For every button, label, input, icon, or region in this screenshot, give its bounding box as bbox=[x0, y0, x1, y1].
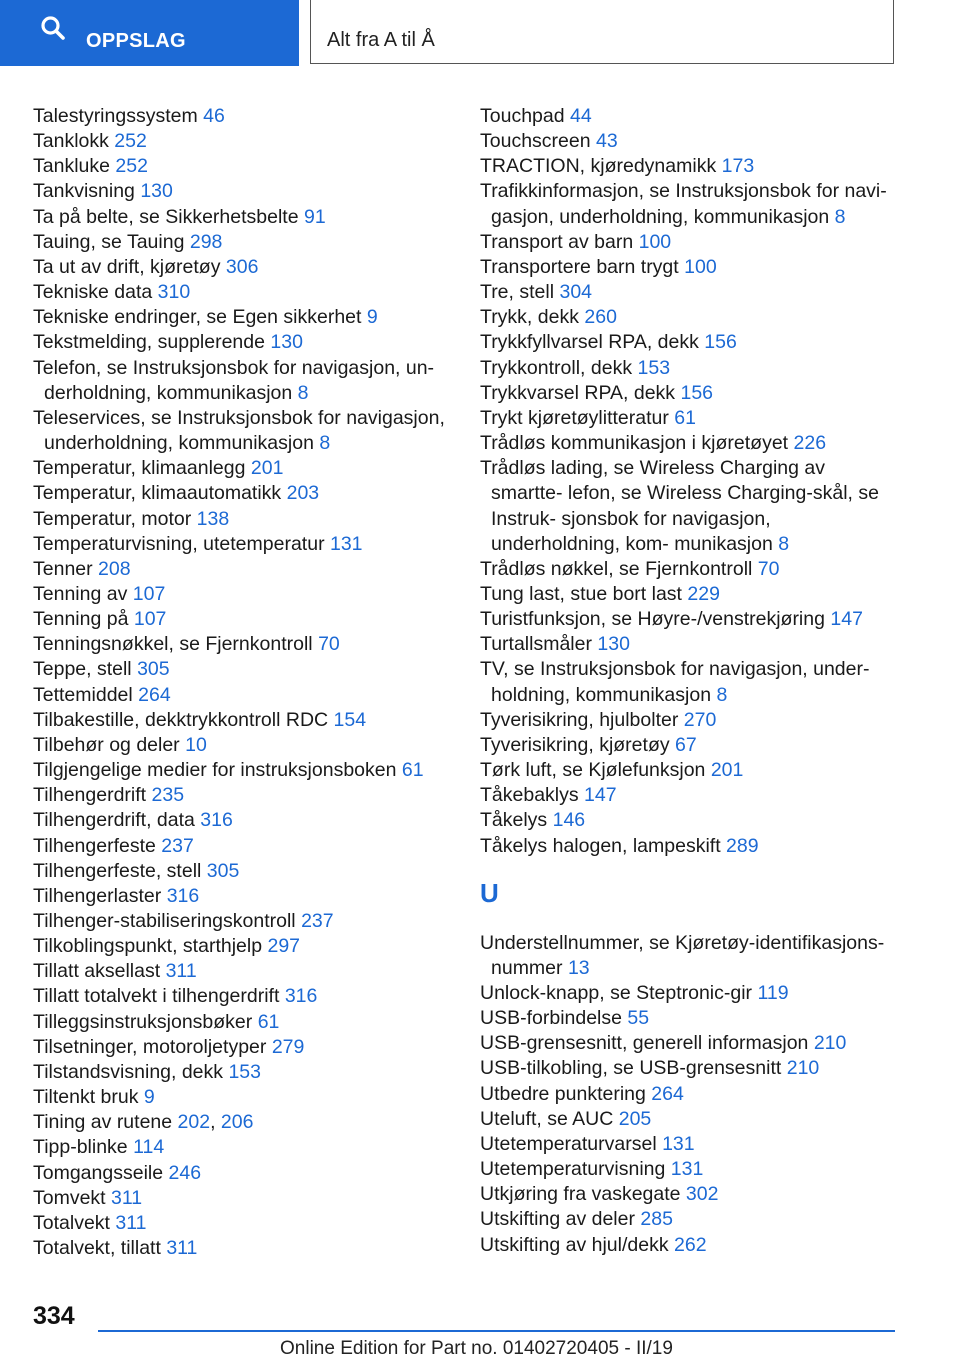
page-reference-link[interactable]: 70 bbox=[318, 633, 340, 656]
index-entry-text: Transportere barn trygt bbox=[480, 255, 679, 278]
index-entry: Tining av rutene 202, 206 bbox=[33, 1111, 254, 1134]
page-reference-link[interactable]: 8 bbox=[716, 683, 728, 706]
index-entry bbox=[33, 456, 453, 481]
page-reference-link[interactable]: 156 bbox=[680, 381, 714, 404]
page-reference-link[interactable]: 270 bbox=[683, 708, 717, 731]
page-reference-link[interactable]: 203 bbox=[286, 482, 320, 505]
index-entry bbox=[33, 205, 453, 230]
index-entry bbox=[480, 1031, 900, 1056]
page-reference-link[interactable]: 311 bbox=[165, 960, 197, 983]
index-entry bbox=[33, 657, 453, 682]
index-entry bbox=[33, 1060, 453, 1085]
index-entry bbox=[33, 683, 453, 708]
index-entry-text: Ta på belte, se Sikkerhetsbelte bbox=[33, 205, 299, 228]
index-entry-text: Tekniske endringer, se Egen sikkerhet bbox=[33, 306, 362, 329]
index-entry bbox=[33, 104, 453, 129]
index-entry bbox=[480, 1006, 900, 1031]
page-reference-link[interactable]: 13 bbox=[567, 956, 590, 979]
index-entry-text: Tilbakestille, dekktrykkontroll RDC bbox=[33, 708, 329, 731]
index-entry-text: Tilhengerlaster bbox=[33, 884, 162, 907]
index-entry-text: Understellnummer, se Kjøretøy-identifikasjons‐ nummer bbox=[480, 931, 885, 979]
index-entry-text: Trykt kjøretøylitteratur bbox=[480, 406, 669, 429]
index-entry bbox=[33, 1236, 453, 1261]
page-reference-link[interactable]: 237 bbox=[161, 834, 194, 857]
page-reference-link[interactable]: 70 bbox=[757, 557, 780, 580]
index-entry-text: Telefon, se Instruksjonsbok for navigasjon, un‐ derholdning, kommunikasjon bbox=[33, 356, 435, 404]
index-entry-text: Tiltenkt bruk bbox=[33, 1086, 139, 1109]
index-entry-text: Tilgjengelige medier for instruksjonsboken bbox=[33, 759, 397, 782]
index-entry-text: Tenning av bbox=[33, 582, 128, 605]
page-reference-link[interactable]: 107 bbox=[132, 582, 166, 605]
index-entry bbox=[480, 808, 900, 833]
index-entry-text: Trådløs kommunikasjon i kjøretøyet bbox=[480, 432, 789, 455]
index-entry bbox=[480, 330, 900, 355]
page-reference-link[interactable]: 91 bbox=[304, 205, 326, 228]
page-number: 334 bbox=[33, 1302, 75, 1330]
page-reference-link[interactable]: 153 bbox=[637, 356, 671, 379]
page-reference-link[interactable]: 208 bbox=[98, 557, 131, 580]
index-entry bbox=[480, 406, 900, 431]
page-reference-link[interactable]: 279 bbox=[271, 1035, 305, 1058]
index-entry-text: Ta ut av drift, kjøretøy bbox=[33, 255, 221, 278]
index-entry bbox=[33, 959, 453, 984]
index-section-letter: U bbox=[480, 877, 499, 908]
index-entry bbox=[33, 1211, 453, 1236]
page-reference-link[interactable]: 131 bbox=[670, 1158, 704, 1181]
index-entry-text: Tilkoblingspunkt, starthjelp bbox=[33, 935, 263, 958]
index-entry-text: Tilhengerdrift, data bbox=[33, 809, 195, 832]
index-entry bbox=[480, 129, 900, 154]
index-entry bbox=[33, 481, 453, 506]
index-entry bbox=[480, 154, 900, 179]
chapter-title-tab bbox=[310, 0, 894, 64]
index-entry-text: Utetemperaturvarsel bbox=[480, 1132, 657, 1155]
index-entry-text: Tomgangsseile bbox=[33, 1161, 164, 1184]
index-entry bbox=[33, 129, 453, 154]
index-entry bbox=[480, 632, 900, 657]
page-reference-link[interactable]: 311 bbox=[111, 1186, 143, 1209]
index-entry bbox=[33, 632, 453, 657]
index-entry-text: Turtallsmåler bbox=[480, 633, 592, 656]
index-entry-text: Utskifting av deler bbox=[480, 1208, 635, 1231]
page-reference-link[interactable]: 311 bbox=[115, 1211, 147, 1234]
index-entry-text: Totalvekt, tillatt bbox=[33, 1237, 161, 1260]
index-entry-text: Trådløs nøkkel, se Fjernkontroll bbox=[480, 557, 753, 580]
page-reference-link[interactable]: 302 bbox=[685, 1183, 719, 1206]
chapter-title: Alt fra A til Å bbox=[327, 29, 435, 51]
index-entry bbox=[480, 356, 900, 381]
index-entry-text: Tillatt totalvekt i tilhengerdrift bbox=[33, 985, 280, 1008]
page-reference-link[interactable]: 153 bbox=[228, 1060, 261, 1083]
index-entry-text: Uteluft, se AUC bbox=[480, 1107, 614, 1130]
index-entry-text: Tilbehør og deler bbox=[33, 733, 180, 756]
index-column-left bbox=[33, 104, 453, 1261]
page-reference-link[interactable]: 316 bbox=[166, 884, 200, 907]
index-entry-text: Tipp-blinke bbox=[33, 1136, 128, 1159]
header-bar bbox=[0, 0, 960, 66]
index-entry bbox=[33, 1186, 453, 1211]
page-reference-link[interactable]: 100 bbox=[638, 230, 672, 253]
index-entry-text: Temperaturvisning, utetemperatur bbox=[33, 532, 325, 555]
page-reference-link[interactable]: 310 bbox=[157, 281, 191, 304]
index-entry bbox=[480, 1107, 900, 1132]
index-entry bbox=[480, 1182, 900, 1207]
index-entry-text: Tørk luft, se Kjølefunksjon bbox=[480, 759, 706, 782]
index-entry bbox=[480, 582, 900, 607]
oppslag-tab[interactable] bbox=[0, 0, 299, 66]
page-reference-link[interactable]: 44 bbox=[570, 105, 592, 127]
page-reference-link[interactable]: 202 bbox=[177, 1111, 211, 1134]
page-reference-link[interactable]: 146 bbox=[552, 809, 586, 832]
page-reference-link[interactable]: 8 bbox=[778, 532, 790, 555]
page-reference-link[interactable]: 131 bbox=[329, 532, 363, 555]
index-entry-text: Tilhengerdrift bbox=[33, 784, 147, 807]
page-reference-link[interactable]: 130 bbox=[597, 633, 630, 656]
page-reference-link[interactable]: 246 bbox=[168, 1161, 202, 1184]
index-entry-text: Tilhengerfeste, stell bbox=[33, 859, 202, 882]
index-entry-text: Trykkontroll, dekk bbox=[480, 356, 633, 379]
page-reference-link[interactable]: 100 bbox=[684, 255, 717, 278]
index-entry bbox=[480, 733, 900, 758]
index-entry bbox=[33, 859, 453, 884]
page-reference-link[interactable]: 316 bbox=[200, 809, 233, 832]
page-reference-link[interactable]: 205 bbox=[618, 1107, 652, 1130]
index-entry-text: Trådløs lading, se Wireless Charging av smartte‐ lefon, se Wireless Charging-skål, se Instruk‐ sjonsbok for navigasjon, underholdning, kom‐ munikasjon bbox=[480, 457, 879, 555]
index-entry-text: Totalvekt bbox=[33, 1211, 110, 1234]
index-entry-text: Trykkvarsel RPA, dekk bbox=[480, 381, 676, 404]
index-entry bbox=[33, 406, 453, 456]
index-entry-text: Talestyringssystem bbox=[33, 105, 198, 127]
index-entry-text: Utetemperaturvisning bbox=[480, 1158, 666, 1181]
index-entry bbox=[480, 230, 900, 255]
index-entry bbox=[33, 1085, 453, 1110]
index-entry-text: Trykkfyllvarsel RPA, dekk bbox=[480, 331, 699, 354]
index-entry bbox=[33, 255, 453, 280]
index-entry bbox=[33, 532, 453, 557]
page-reference-link[interactable]: 260 bbox=[584, 306, 617, 329]
index-entry-text: Tilhenger-stabiliseringskontroll bbox=[33, 910, 296, 932]
index-entry-text: Tenner bbox=[33, 557, 93, 580]
index-entry-text: Tyverisikring, hjulbolter bbox=[480, 708, 679, 731]
page-reference-link[interactable]: 311 bbox=[166, 1237, 198, 1260]
index-entry-text: Tekstmelding, supplerende bbox=[33, 331, 265, 354]
magnifier-icon bbox=[40, 15, 66, 41]
index-entry-text: Temperatur, motor bbox=[33, 507, 192, 530]
page-reference-link[interactable]: 154 bbox=[333, 708, 367, 731]
page-reference-link[interactable]: 107 bbox=[133, 608, 167, 631]
index-entry bbox=[33, 909, 453, 934]
index-entry-text: Tilhengerfeste bbox=[33, 834, 156, 857]
page-reference-link[interactable]: 8 bbox=[297, 381, 309, 404]
footer-edition-text: Online Edition for Part no. 01402720405 - II/19 bbox=[280, 1338, 673, 1359]
index-entry-text: Transport av barn bbox=[480, 230, 634, 253]
page-reference-link[interactable]: 226 bbox=[793, 432, 827, 455]
index-entry-text: Tre, stell bbox=[480, 281, 555, 304]
oppslag-label: OPPSLAG bbox=[86, 30, 186, 52]
index-entry bbox=[480, 381, 900, 406]
page-reference-link[interactable]: 55 bbox=[627, 1007, 650, 1030]
page-reference-link[interactable]: 289 bbox=[726, 834, 759, 857]
index-entry-text: Tilstandsvisning, dekk bbox=[33, 1060, 224, 1083]
page-reference-link[interactable]: 43 bbox=[596, 130, 618, 153]
index-entry bbox=[480, 931, 900, 981]
page-reference-link[interactable]: 305 bbox=[206, 859, 240, 882]
page-reference-link[interactable]: 297 bbox=[267, 935, 301, 958]
page-reference-link[interactable]: 306 bbox=[225, 255, 259, 278]
page-reference-link[interactable]: 264 bbox=[138, 683, 171, 706]
page-reference-link[interactable]: 10 bbox=[185, 733, 207, 756]
index-entry bbox=[33, 733, 453, 758]
index-entry bbox=[480, 981, 900, 1006]
index-entry bbox=[480, 783, 900, 808]
page-reference-link[interactable]: 201 bbox=[710, 759, 744, 782]
page-reference-link[interactable]: 210 bbox=[813, 1032, 847, 1055]
index-entry bbox=[480, 557, 900, 582]
index-entry-text: TV, se Instruksjonsbok for navigasjon, under‐ holdning, kommunikasjon bbox=[480, 658, 870, 706]
index-entry bbox=[480, 1132, 900, 1157]
index-entry-text: Temperatur, klimaanlegg bbox=[33, 457, 246, 480]
index-entry bbox=[33, 356, 453, 406]
index-entry bbox=[480, 179, 900, 229]
page-reference-link[interactable]: 304 bbox=[559, 281, 593, 304]
index-entry-text: Tåkelys halogen, lampeskift bbox=[480, 834, 721, 857]
page-reference-link[interactable]: 8 bbox=[834, 205, 846, 228]
index-entry-text: Teppe, stell bbox=[33, 658, 132, 681]
index-entry-text: Tankvisning bbox=[33, 180, 135, 203]
index-entry bbox=[33, 507, 453, 532]
page-reference-link[interactable]: 264 bbox=[651, 1082, 684, 1105]
index-entry-text: Tankluke bbox=[33, 155, 110, 178]
index-entry bbox=[33, 1035, 453, 1060]
index-entry-text: Tekniske data bbox=[33, 281, 153, 304]
index-entry bbox=[33, 280, 453, 305]
index-entry bbox=[33, 834, 453, 859]
page-reference-link[interactable]: 156 bbox=[704, 331, 737, 354]
index-entry bbox=[480, 280, 900, 305]
index-entry bbox=[33, 230, 453, 255]
index-entry bbox=[480, 834, 900, 859]
index-entry-text: Trafikkinformasjon, se Instruksjonsbok for navi‐ gasjon, underholdning, kommunikasjon bbox=[480, 180, 887, 228]
index-entry bbox=[33, 934, 453, 959]
page-reference-link[interactable]: 285 bbox=[640, 1208, 673, 1231]
page-reference-link[interactable]: 210 bbox=[786, 1057, 820, 1080]
index-column-right bbox=[480, 104, 900, 1258]
index-entry-text: Tettemiddel bbox=[33, 683, 133, 706]
index-entry-text: Tillatt aksellast bbox=[33, 960, 161, 983]
page-reference-link[interactable]: 235 bbox=[151, 784, 185, 807]
index-entry-text: Tining av rutene bbox=[33, 1111, 173, 1134]
index-entry-text: Teleservices, se Instruksjonsbok for navigasjon, underholdning, kommunikasjon bbox=[33, 406, 445, 455]
index-entry-text: Tyverisikring, kjøretøy bbox=[480, 733, 670, 756]
index-entry bbox=[480, 431, 900, 456]
index-entry-text: Tauing, se Tauing bbox=[33, 230, 185, 253]
page-reference-link[interactable]: 206 bbox=[220, 1111, 254, 1134]
page-reference-link[interactable]: 173 bbox=[721, 155, 755, 178]
index-entry bbox=[480, 758, 900, 783]
page-reference-link[interactable]: 252 bbox=[115, 155, 148, 178]
index-entry bbox=[33, 1010, 453, 1035]
index-entry-text: USB-forbindelse bbox=[480, 1007, 622, 1030]
index-entry-text: Tilsetninger, motoroljetyper bbox=[33, 1035, 267, 1058]
index-entry bbox=[480, 1082, 900, 1107]
page-reference-link[interactable]: 305 bbox=[137, 658, 170, 681]
footer-divider bbox=[98, 1330, 895, 1332]
index-entry bbox=[480, 104, 900, 129]
page-reference-link[interactable]: 46 bbox=[203, 105, 225, 127]
index-entry-text: Turistfunksjon, se Høyre-/venstrekjøring bbox=[480, 608, 825, 631]
page-reference-link[interactable]: 298 bbox=[189, 230, 223, 253]
page-reference-link[interactable]: 61 bbox=[674, 406, 696, 429]
index-entry bbox=[33, 179, 453, 204]
index-entry bbox=[33, 582, 453, 607]
index-entry bbox=[33, 305, 453, 330]
index-entry bbox=[480, 1157, 900, 1182]
page-reference-link[interactable]: 147 bbox=[830, 608, 863, 631]
index-entry-text: Touchpad bbox=[480, 105, 565, 127]
index-entry-text: Tåkebaklys bbox=[480, 784, 579, 807]
index-entry bbox=[480, 1233, 900, 1258]
page-reference-link[interactable]: 9 bbox=[366, 306, 378, 329]
index-entry-text: Unlock-knapp, se Steptronic-gir bbox=[480, 982, 753, 1004]
index-entry-text: Utkjøring fra vaskegate bbox=[480, 1183, 681, 1206]
index-entry bbox=[33, 557, 453, 582]
index-entry-text: Tomvekt bbox=[33, 1186, 106, 1209]
index-entry bbox=[33, 1161, 453, 1186]
page-reference-link[interactable]: 131 bbox=[662, 1132, 695, 1155]
index-entry-text: Tilleggsinstruksjonsbøker bbox=[33, 1010, 253, 1033]
page-reference-link[interactable]: 237 bbox=[301, 910, 334, 932]
index-entry bbox=[480, 708, 900, 733]
index-entry-text: Tenning på bbox=[33, 608, 129, 631]
index-entry bbox=[33, 607, 453, 632]
index-entry bbox=[33, 783, 453, 808]
index-entry-text: Trykk, dekk bbox=[480, 306, 579, 329]
page-reference-link[interactable]: 147 bbox=[584, 784, 617, 807]
index-entry bbox=[480, 1207, 900, 1232]
page-reference-link[interactable]: 130 bbox=[270, 331, 303, 354]
index-entry-text: Tåkelys bbox=[480, 809, 548, 832]
index-entry-text: Temperatur, klimaautomatikk bbox=[33, 482, 282, 505]
index-entry bbox=[33, 708, 453, 733]
index-entry bbox=[480, 305, 900, 330]
index-entry bbox=[480, 657, 900, 707]
index-entry bbox=[33, 808, 453, 833]
index-entry-text: Tanklokk bbox=[33, 130, 109, 153]
index-entry bbox=[33, 758, 453, 783]
index-entry bbox=[33, 984, 453, 1009]
page-reference-link[interactable]: 114 bbox=[133, 1136, 165, 1159]
index-entry-text: Touchscreen bbox=[480, 130, 591, 153]
page-reference-link[interactable]: 316 bbox=[284, 985, 318, 1008]
page-reference-link[interactable]: 229 bbox=[687, 582, 720, 605]
index-entry bbox=[33, 330, 453, 355]
page-reference-link[interactable]: 201 bbox=[250, 457, 284, 480]
index-entry bbox=[480, 1056, 900, 1081]
index-entry bbox=[480, 255, 900, 280]
page-reference-link[interactable]: 119 bbox=[757, 982, 789, 1004]
index-entry-text: Tung last, stue bort last bbox=[480, 582, 682, 605]
page-reference-link[interactable]: 8 bbox=[319, 432, 331, 455]
index-entry-text: Tenningsnøkkel, se Fjernkontroll bbox=[33, 633, 313, 656]
index-entry bbox=[33, 884, 453, 909]
index-entry bbox=[480, 607, 900, 632]
page-reference-link[interactable]: 138 bbox=[196, 507, 230, 530]
index-entry-text: USB-grensesnitt, generell informasjon bbox=[480, 1032, 809, 1055]
index-entry bbox=[33, 154, 453, 179]
page-reference-link[interactable]: 61 bbox=[257, 1010, 280, 1033]
index-entry-text: USB-tilkobling, se USB-grensesnitt bbox=[480, 1057, 782, 1080]
page-reference-link[interactable]: 61 bbox=[401, 759, 424, 782]
index-entry bbox=[480, 456, 900, 557]
page-reference-link[interactable]: 9 bbox=[143, 1086, 155, 1109]
index-entry-text: Utbedre punktering bbox=[480, 1082, 646, 1105]
page-reference-link[interactable]: 252 bbox=[114, 130, 147, 153]
page-reference-link[interactable]: 67 bbox=[675, 733, 697, 756]
page-reference-link[interactable]: 262 bbox=[674, 1233, 707, 1256]
index-entry-text: Utskifting av hjul/dekk bbox=[480, 1233, 669, 1256]
index-entry bbox=[33, 1135, 453, 1160]
index-entry-text: TRACTION, kjøredynamikk bbox=[480, 155, 717, 178]
page-reference-link[interactable]: 130 bbox=[140, 180, 173, 203]
